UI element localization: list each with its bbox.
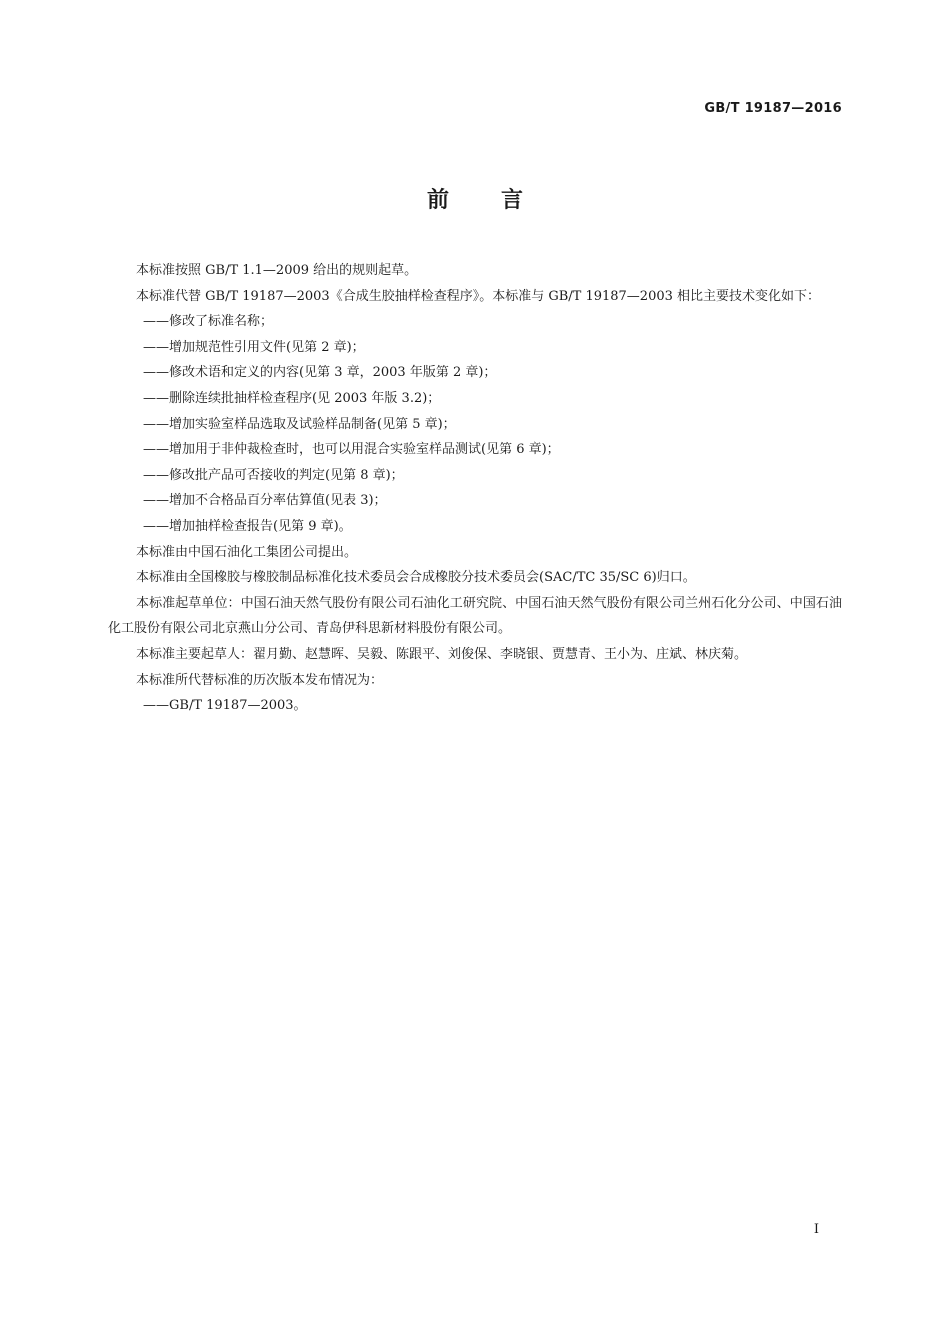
paragraph-drafting-units: 本标准起草单位：中国石油天然气股份有限公司石油化工研究院、中国石油天然气股份有限公司兰州石化分公司、中国石油化工股份有限公司北京燕山分公司、青岛伊科思新材料股份有限公司。 bbox=[108, 595, 842, 637]
paragraph-replacement: 本标准代替 GB/T 19187—2003《合成生胶抽样检查程序》。本标准与 GB/T 19187—2003 相比主要技术变化如下： bbox=[136, 288, 821, 304]
page-title: 前言 bbox=[426, 188, 575, 213]
paragraph-drafting-rules: 本标准按照 GB/T 1.1—2009 给出的规则起草。 bbox=[136, 263, 418, 278]
paragraph-history-intro: 本标准所代替标准的历次版本发布情况为： bbox=[136, 672, 384, 688]
change-item: ——增加规范性引用文件(见第 2 章)； bbox=[143, 339, 365, 355]
page-number: I bbox=[813, 1222, 819, 1237]
standard-number: GB/T 19187—2016 bbox=[704, 101, 842, 116]
foreword-body bbox=[108, 258, 842, 719]
change-item: ——增加不合格品百分率估算值(见表 3)； bbox=[143, 493, 387, 509]
change-item: ——修改术语和定义的内容(见第 3 章，2003 年版第 2 章)； bbox=[143, 365, 497, 381]
paragraph-proposer: 本标准由中国石油化工集团公司提出。 bbox=[136, 544, 358, 560]
paragraph-drafters: 本标准主要起草人：翟月勤、赵慧晖、吴毅、陈跟平、刘俊保、李晓银、贾慧青、王小为、庄斌、林庆菊。 bbox=[136, 646, 748, 662]
change-item: ——修改批产品可否接收的判定(见第 8 章)； bbox=[143, 467, 404, 483]
paragraph-committee: 本标准由全国橡胶与橡胶制品标准化技术委员会合成橡胶分技术委员会(SAC/TC 35/SC 6)归口。 bbox=[136, 570, 696, 586]
history-item: ——GB/T 19187—2003。 bbox=[143, 698, 307, 714]
change-item: ——增加实验室样品选取及试验样品制备(见第 5 章)； bbox=[143, 416, 456, 432]
change-item: ——增加用于非仲裁检查时，也可以用混合实验室样品测试(见第 6 章)； bbox=[143, 442, 560, 458]
change-item: ——修改了标准名称； bbox=[143, 314, 274, 330]
change-item: ——增加抽样检查报告(见第 9 章)。 bbox=[143, 518, 352, 534]
change-item: ——删除连续批抽样检查程序(见 2003 年版 3.2)； bbox=[143, 390, 441, 406]
